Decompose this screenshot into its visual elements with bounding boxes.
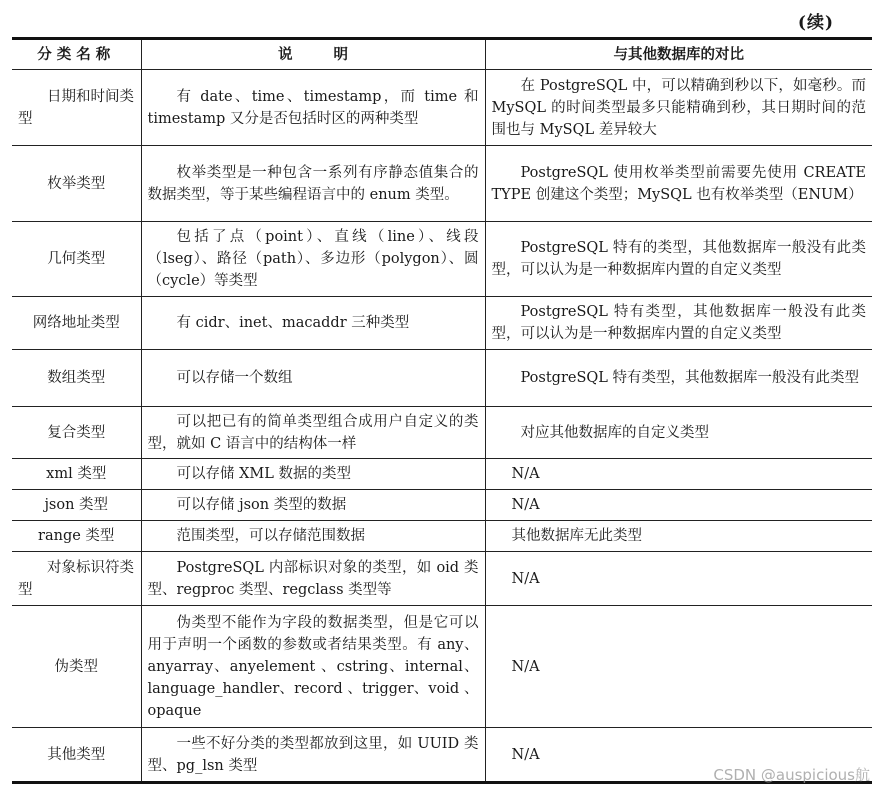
cell-category: range 类型 — [12, 521, 141, 552]
cell-category: 数组类型 — [12, 350, 141, 407]
header-category: 分类名称 — [12, 39, 141, 70]
cell-description: 有 cidr、inet、macaddr 三种类型 — [141, 297, 485, 350]
cell-comparison: 其他数据库无此类型 — [485, 521, 872, 552]
cell-comparison: N/A — [485, 490, 872, 521]
cell-category: 其他类型 — [12, 728, 141, 783]
table-row — [12, 606, 872, 728]
cell-description: 可以存储 XML 数据的类型 — [141, 459, 485, 490]
cell-comparison: N/A — [485, 552, 872, 606]
header-comparison: 与其他数据库的对比 — [613, 46, 744, 63]
cell-category: 复合类型 — [12, 407, 141, 459]
cell-description: PostgreSQL 内部标识对象的类型，如 oid 类型、regproc 类型、regclass 类型等 — [141, 552, 485, 606]
cell-comparison: 在 PostgreSQL 中，可以精确到秒以下，如毫秒。而 MySQL 的时间类型最多只能精确到秒，其日期时间的范围也与 MySQL 差异较大 — [485, 70, 872, 146]
cell-category: 对象标识符类型 — [12, 552, 141, 606]
cell-description: 有 date、time、timestamp，而 time 和 timestamp 又分是否包括时区的两种类型 — [141, 70, 485, 146]
cell-description: 一些不好分类的类型都放到这里，如 UUID 类型、pg_lsn 类型 — [141, 728, 485, 783]
table-row — [12, 490, 872, 521]
cell-comparison: N/A — [485, 606, 872, 728]
table-row — [12, 297, 872, 350]
table-row — [12, 222, 872, 297]
cell-category: xml 类型 — [12, 459, 141, 490]
cell-comparison: PostgreSQL 使用枚举类型前需要先使用 CREATE TYPE 创建这个类型；MySQL 也有枚举类型（ENUM） — [485, 146, 872, 222]
cell-comparison: PostgreSQL 特有类型，其他数据库一般没有此类型，可以认为是一种数据库内置的自定义类型 — [485, 297, 872, 350]
cell-description: 可以存储一个数组 — [141, 350, 485, 407]
cell-description: 伪类型不能作为字段的数据类型，但是它可以用于声明一个函数的参数或者结果类型。有 any、anyarray、anyelement 、cstring、internal、language_handler、record 、trigger、void 、opaque — [141, 606, 485, 728]
cell-comparison: N/A — [485, 728, 872, 783]
table-header-row — [12, 39, 872, 70]
cell-category: 枚举类型 — [12, 146, 141, 222]
cell-category: json 类型 — [12, 490, 141, 521]
cell-comparison: 对应其他数据库的自定义类型 — [485, 407, 872, 459]
table-row — [12, 70, 872, 146]
data-types-table — [12, 37, 872, 784]
table-row — [12, 146, 872, 222]
table-row — [12, 459, 872, 490]
table-row — [12, 552, 872, 606]
table-row — [12, 407, 872, 459]
cell-description: 可以存储 json 类型的数据 — [141, 490, 485, 521]
watermark: CSDN @auspicious航 — [713, 766, 870, 784]
cell-description: 可以把已有的简单类型组合成用户自定义的类型，就如 C 语言中的结构体一样 — [141, 407, 485, 459]
cell-category: 日期和时间类型 — [12, 70, 141, 146]
cell-category: 伪类型 — [12, 606, 141, 728]
cell-comparison: PostgreSQL 特有类型，其他数据库一般没有此类型 — [485, 350, 872, 407]
table-row — [12, 350, 872, 407]
cell-category: 网络地址类型 — [12, 297, 141, 350]
continued-label: (续) — [797, 13, 834, 33]
cell-comparison: N/A — [485, 459, 872, 490]
cell-description: 范围类型，可以存储范围数据 — [141, 521, 485, 552]
cell-description: 枚举类型是一种包含一系列有序静态值集合的数据类型，等于某些编程语言中的 enum 类型。 — [141, 146, 485, 222]
table-row — [12, 521, 872, 552]
cell-comparison: PostgreSQL 特有的类型，其他数据库一般没有此类型，可以认为是一种数据库内置的自定义类型 — [485, 222, 872, 297]
cell-description: 包括了点（point）、直线（line）、线段（lseg）、路径（path）、多边形（polygon）、圆（cycle）等类型 — [141, 222, 485, 297]
header-description: 说 明 — [141, 39, 485, 70]
cell-category: 几何类型 — [12, 222, 141, 297]
